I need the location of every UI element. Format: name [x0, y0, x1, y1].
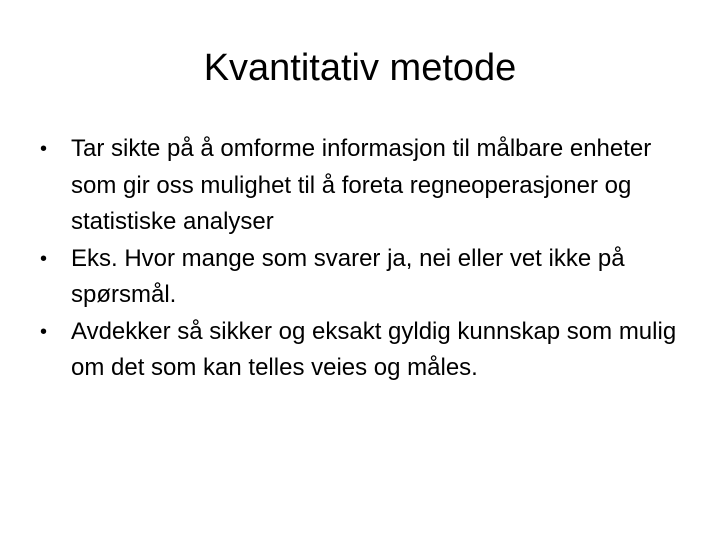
- bullet-text: Avdekker så sikker og eksakt gyldig kunnskap som mulig om det som kan telles veies og måles.: [71, 317, 677, 381]
- bullet-text: Eks. Hvor mange som svarer ja, nei eller vet ikke på spørsmål.: [71, 244, 625, 308]
- bullet-item: [40, 314, 680, 387]
- bullet-list: [40, 131, 680, 387]
- bullet-item: [40, 241, 680, 314]
- bullet-text: Tar sikte på å omforme informasjon til målbare enheter som gir oss mulighet til å foreta regneoperasjoner og statistiske analyser: [71, 135, 652, 235]
- slide-title: Kvantitativ metode: [203, 47, 517, 89]
- bullet-dot-icon: •: [40, 320, 48, 343]
- bullet-item: [40, 131, 680, 241]
- bullet-dot-icon: •: [40, 247, 48, 270]
- bullet-dot-icon: •: [40, 138, 48, 160]
